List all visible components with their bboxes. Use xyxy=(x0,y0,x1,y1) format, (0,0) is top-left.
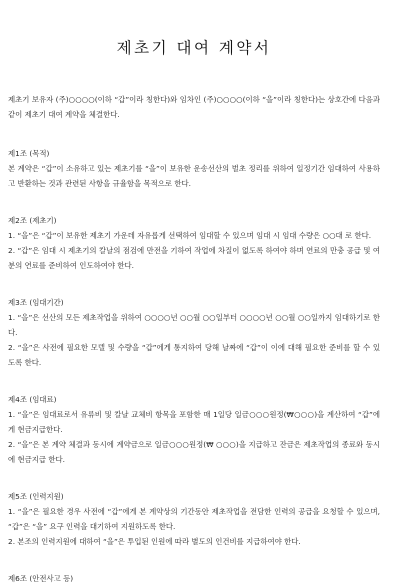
article-heading: 제4조 (임대료) xyxy=(8,395,57,404)
article-clause: 본 계약은 “갑”이 소유하고 있는 제초기를 “을”이 보유한 운송선산의 벌초 정리를 위하여 일정기간 임대하여 사용하고 반환하는 것과 관련된 사항을 규율함을 목적으로 한다. xyxy=(8,164,380,188)
document-title: 제초기 대여 계약서 xyxy=(116,39,272,57)
article-clause: 2. “을”은 사전에 필요한 모델 및 수량을 “갑”에게 통지하여 당해 날짜에 “갑”이 이에 대해 필요한 준비를 할 수 있도록 한다. xyxy=(8,343,380,367)
article-heading: 제3조 (임대기간) xyxy=(8,298,64,307)
article-heading: 제1조 (목적) xyxy=(8,149,50,158)
article-1 xyxy=(8,146,380,191)
article-clause: 1. “을”은 필요한 경우 사전에 “갑”에게 본 계약상의 기간동안 제초작업을 전담한 인력의 공급을 요청할 수 있으며, “갑”은 “을” 요구 인력을 대기하여 지원하도록 한다. xyxy=(8,507,380,531)
article-clause: 1. “을”은 “갑”이 보유한 제초기 가운데 자유롭게 선택하여 임대할 수 있으며 임대 시 임대 수량은 ○○대 로 한다. xyxy=(8,231,372,240)
article-clause: 2. “을”은 본 계약 체결과 동시에 계약금으로 일금○○○원정(₩ ○○○)을 지급하고 잔금은 제초작업의 종료와 동시에 현금지급 한다. xyxy=(8,440,380,464)
article-6 xyxy=(8,571,380,586)
intro-section xyxy=(8,92,380,122)
intro-paragraph: 제초기 보유자 (주)○○○○(이하 “갑”이라 칭한다)와 임차인 (주)○○○○(이하 “을”이라 칭한다)는 상호간에 다음과 같이 제초기 대여 계약을 체결한다. xyxy=(8,95,380,119)
article-clause: 1. “을”은 선산의 모든 제초작업을 위하여 ○○○○년 ○○월 ○○일부터 ○○○○년 ○○월 ○○일까지 임대하기로 한다. xyxy=(8,313,380,337)
article-heading: 제2조 (제초기) xyxy=(8,216,57,225)
article-5 xyxy=(8,489,380,549)
article-heading: 제5조 (인력지원) xyxy=(8,492,64,501)
article-clause: 2. 본조의 인력지원에 대하여 “을”은 투입된 인원에 따라 별도의 인건비를 지급하여야 한다. xyxy=(8,537,301,546)
article-3 xyxy=(8,295,380,370)
article-2 xyxy=(8,213,380,273)
article-4 xyxy=(8,392,380,467)
article-clause: 2. “갑”은 임대 시 제초기의 칼날의 점검에 만전을 기하여 작업에 차질이 없도록 하여야 하며 연료의 만충 공급 및 여분의 연료를 준비하여 인도하여야 한다. xyxy=(8,246,380,270)
article-clause: 1. “을”은 임대료로서 유류비 및 칼날 교체비 항목을 포함한 매 1일당 일금○○○원정(₩○○○)을 계산하여 “갑”에게 현금지급한다. xyxy=(8,410,380,434)
article-heading: 제6조 (안전사고 등) xyxy=(8,574,74,583)
